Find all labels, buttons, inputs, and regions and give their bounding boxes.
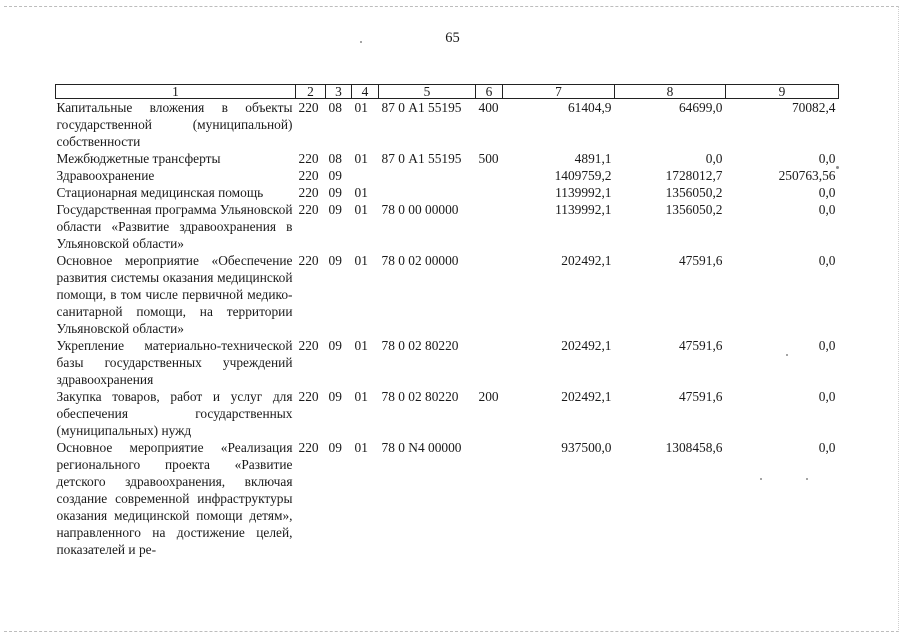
table-row [56, 99, 839, 151]
scan-speck [760, 478, 762, 480]
cell-col-3: 08 [328, 151, 342, 166]
row-name-cell: Основное мероприятие «Обеспечение развития системы оказания медицинской помощи, в том числе первичной медико-санитарной помощи, на территории Ульяновской области» [56, 253, 293, 336]
cell-col-6 [476, 184, 503, 201]
cell-col-3: 09 [328, 168, 342, 183]
cell-col-4: 01 [354, 100, 368, 115]
scan-speck [836, 166, 839, 169]
cell-col-6: 500 [478, 151, 499, 166]
row-name-cell: Основное мероприятие «Реализация регионального проекта «Развитие детского здравоохранения, включая создание современной инфраструктуры оказания медицинской помощи детям», направленного на достижение целей, показателей и ре- [56, 440, 293, 557]
cell-col-2: 220 [298, 151, 319, 166]
cell-col-4: 01 [354, 151, 368, 166]
cell-col-4 [352, 167, 379, 184]
cell-col-6: 400 [478, 100, 499, 115]
cell-col-9: 0,0 [818, 253, 836, 268]
cell-col-9: 0,0 [818, 389, 836, 404]
cell-col-5: 78 0 02 80220 [381, 389, 459, 404]
cell-col-8: 1356050,2 [665, 185, 723, 200]
column-header: 5 [379, 85, 476, 99]
cell-col-9: 0,0 [818, 338, 836, 353]
cell-col-9: 0,0 [818, 202, 836, 217]
cell-col-6 [476, 439, 503, 558]
cell-col-2: 220 [298, 185, 319, 200]
cell-col-5: 87 0 А1 55195 [381, 100, 462, 115]
column-header: 7 [503, 85, 615, 99]
table-row [56, 252, 839, 337]
cell-col-2: 220 [298, 100, 319, 115]
cell-col-7: 202492,1 [561, 338, 612, 353]
cell-col-7: 61404,9 [567, 100, 612, 115]
cell-col-2: 220 [298, 389, 319, 404]
cell-col-6: 200 [478, 389, 499, 404]
cell-col-3: 09 [328, 253, 342, 268]
cell-col-8: 64699,0 [678, 100, 723, 115]
table-row [56, 150, 839, 167]
cell-col-7: 202492,1 [561, 253, 612, 268]
cell-col-8: 1728012,7 [665, 168, 723, 183]
cell-col-5: 78 0 02 00000 [381, 253, 459, 268]
cell-col-4: 01 [354, 338, 368, 353]
cell-col-7: 1409759,2 [554, 168, 612, 183]
column-header: 9 [726, 85, 839, 99]
budget-table [55, 84, 839, 558]
column-header: 1 [56, 85, 296, 99]
cell-col-5 [379, 184, 476, 201]
cell-col-9: 0,0 [818, 440, 836, 455]
cell-col-3: 09 [328, 389, 342, 404]
header-row [56, 85, 839, 99]
column-header: 3 [326, 85, 352, 99]
row-name-cell: Здравоохранение [56, 168, 155, 183]
column-header: 2 [296, 85, 326, 99]
cell-col-9: 0,0 [818, 185, 836, 200]
cell-col-2: 220 [298, 338, 319, 353]
table-row [56, 201, 839, 252]
cell-col-8: 1356050,2 [665, 202, 723, 217]
cell-col-6 [476, 337, 503, 388]
cell-col-5: 78 0 00 00000 [381, 202, 459, 217]
table-row [56, 184, 839, 201]
cell-col-7: 937500,0 [561, 440, 612, 455]
row-name-cell: Укрепление материально-технической базы государственных учреждений здравоохранения [56, 338, 293, 387]
cell-col-3: 08 [328, 100, 342, 115]
scan-speck [806, 478, 808, 480]
table-row [56, 388, 839, 439]
cell-col-9: 250763,56 [778, 168, 836, 183]
cell-col-4: 01 [354, 440, 368, 455]
table-row [56, 337, 839, 388]
row-name-cell: Капитальные вложения в объекты государственной (муниципальной) собственности [56, 100, 293, 149]
cell-col-9: 0,0 [818, 151, 836, 166]
page-number: 65 [445, 30, 460, 46]
cell-col-8: 0,0 [705, 151, 723, 166]
cell-col-4: 01 [354, 389, 368, 404]
cell-col-3: 09 [328, 440, 342, 455]
cell-col-4: 01 [354, 253, 368, 268]
table-body [56, 99, 839, 559]
table-row [56, 439, 839, 558]
cell-col-9: 70082,4 [791, 100, 836, 115]
row-name-cell: Стационарная медицинская помощь [56, 185, 264, 200]
cell-col-8: 47591,6 [678, 389, 723, 404]
cell-col-8: 1308458,6 [665, 440, 723, 455]
cell-col-8: 47591,6 [678, 338, 723, 353]
cell-col-2: 220 [298, 440, 319, 455]
cell-col-4: 01 [354, 185, 368, 200]
column-header: 6 [476, 85, 503, 99]
cell-col-5: 78 0 N4 00000 [381, 440, 462, 455]
table-header [56, 85, 839, 99]
column-header: 4 [352, 85, 379, 99]
cell-col-2: 220 [298, 168, 319, 183]
table-row [56, 167, 839, 184]
scan-speck [786, 354, 788, 356]
cell-col-7: 1139992,1 [555, 185, 612, 200]
row-name-cell: Закупка товаров, работ и услуг для обеспечения государственных (муниципальных) нужд [56, 389, 293, 438]
cell-col-4: 01 [354, 202, 368, 217]
cell-col-7: 4891,1 [574, 151, 612, 166]
cell-col-3: 09 [328, 185, 342, 200]
cell-col-2: 220 [298, 253, 319, 268]
cell-col-7: 1139992,1 [555, 202, 612, 217]
cell-col-3: 09 [328, 338, 342, 353]
row-name-cell: Государственная программа Ульяновской области «Развитие здравоохранения в Ульяновской области» [56, 202, 293, 251]
cell-col-6 [476, 201, 503, 252]
cell-col-5: 87 0 А1 55195 [381, 151, 462, 166]
cell-col-5: 78 0 02 80220 [381, 338, 459, 353]
cell-col-7: 202492,1 [561, 389, 612, 404]
cell-col-8: 47591,6 [678, 253, 723, 268]
row-name-cell: Межбюджетные трансферты [56, 151, 221, 166]
cell-col-6 [476, 252, 503, 337]
cell-col-3: 09 [328, 202, 342, 217]
scan-speck [360, 41, 362, 43]
cell-col-6 [476, 167, 503, 184]
column-header: 8 [615, 85, 726, 99]
cell-col-2: 220 [298, 202, 319, 217]
cell-col-5 [379, 167, 476, 184]
